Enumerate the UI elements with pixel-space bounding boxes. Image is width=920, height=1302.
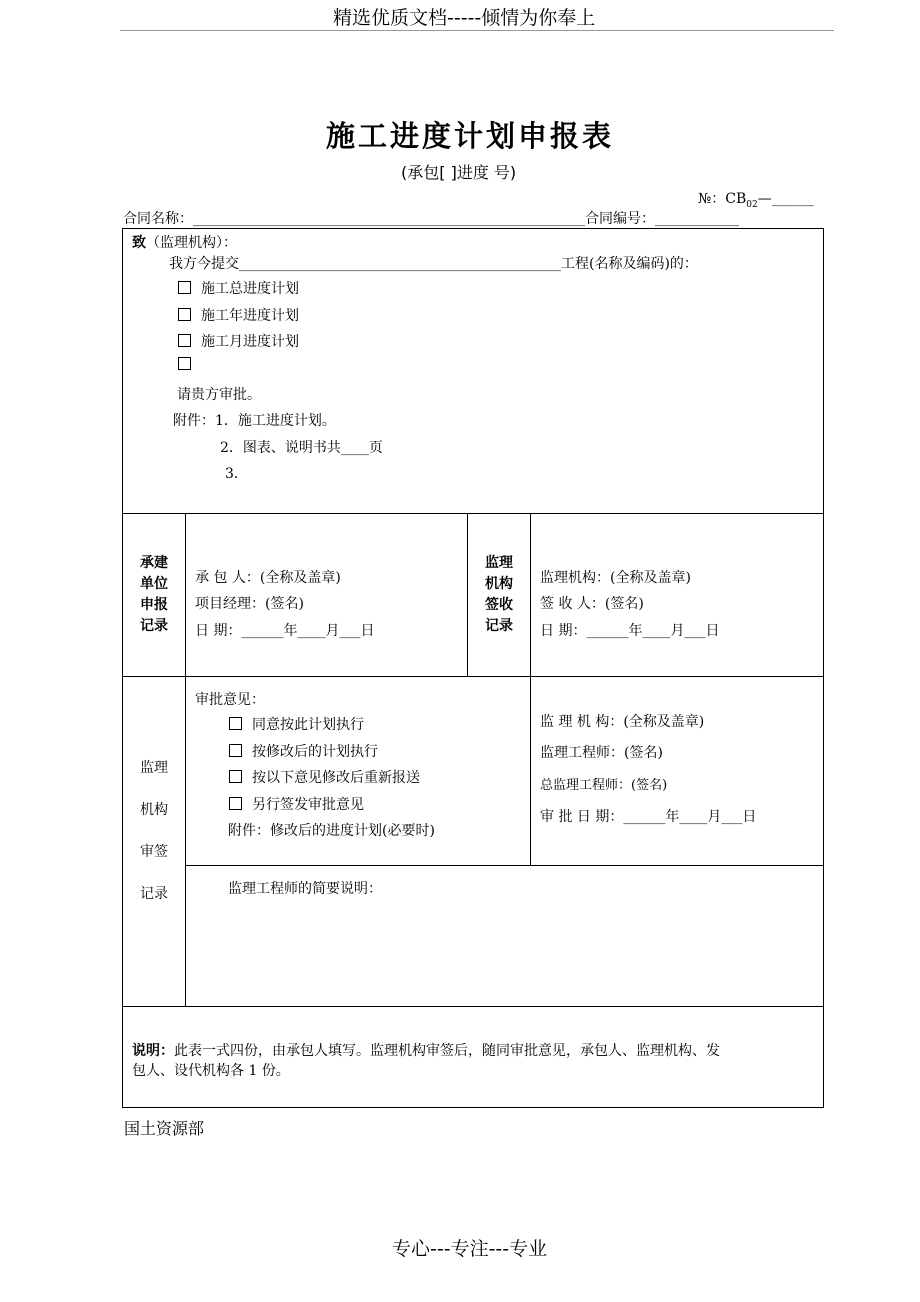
header-rule: [120, 30, 834, 31]
project-manager-field: 项目经理：(签名): [195, 596, 304, 612]
page-header: 精选优质文档-----倾情为你奉上: [333, 7, 596, 29]
checkbox[interactable]: [178, 281, 191, 294]
approval-org-field: 监 理 机 构：(全称及盖章): [540, 714, 705, 730]
form-subtitle: (承包[ ]进度 号): [401, 163, 517, 182]
checkbox[interactable]: [229, 744, 242, 757]
option-monthly-plan[interactable]: 施工月进度计划: [178, 331, 299, 351]
supervision-receipt-label: 监理 机构 签收 记录: [485, 555, 513, 634]
form-title: 施工进度计划申报表: [326, 119, 615, 153]
option-annual-plan[interactable]: 施工年进度计划: [178, 305, 299, 325]
contractor-record-label: 承建 单位 申报 记录: [140, 555, 168, 634]
form-number: №：$CB_{02}—\_\_\_\_\_\_$: [698, 191, 814, 210]
note-line-1: 说明：此表一式四份，由承包人填写。监理机构审签后，随同审批意见，承包人、监理机构、发: [132, 1043, 720, 1059]
opinion-approve[interactable]: 同意按此计划执行: [229, 714, 364, 734]
contractor-date-field: 日 期：______年____月___日: [195, 623, 375, 639]
note-line-2: 包人、设代机构各 1 份。: [132, 1063, 290, 1079]
supervision-approval-label: 监理 机构 审签 记录: [140, 760, 168, 902]
submission-line: 我方今提交______________________________________________工程(名称及编码)的：: [169, 256, 698, 272]
opinion-attachment: 附件：修改后的进度计划(必要时): [228, 823, 435, 839]
receipt-date-field: 日 期：______年____月___日: [540, 623, 720, 639]
approval-engineer-field: 监理工程师：(签名): [540, 745, 663, 761]
option-total-plan[interactable]: 施工总进度计划: [178, 278, 299, 298]
checkbox[interactable]: [178, 308, 191, 321]
receiver-field: 签 收 人：(签名): [540, 596, 644, 612]
opinion-title: 审批意见：: [195, 692, 265, 708]
supervision-org-field: 监理机构：(全称及盖章): [540, 570, 691, 586]
issuer: 国土资源部: [124, 1119, 205, 1138]
checkbox[interactable]: [178, 357, 191, 370]
chief-engineer-field: 总监理工程师：(签名): [540, 778, 668, 793]
approval-date-field: 审 批 日 期：______年____月___日: [540, 809, 757, 825]
page-footer: 专心---专注---专业: [392, 1238, 548, 1260]
attachment-2: 2．图表、说明书共____页: [220, 440, 383, 456]
checkbox[interactable]: [229, 797, 242, 810]
addressee: 致（监理机构）：: [132, 235, 237, 251]
checkbox[interactable]: [229, 770, 242, 783]
checkbox[interactable]: [229, 717, 242, 730]
contract-name-row: 合同名称：________________________________________________________合同编号：____________: [123, 211, 739, 227]
opinion-separate[interactable]: 另行签发审批意见: [229, 794, 364, 814]
attachment-3: 3．: [225, 466, 248, 482]
request-text: 请贵方审批。: [177, 387, 261, 403]
opinion-modified[interactable]: 按修改后的计划执行: [229, 741, 378, 761]
checkbox[interactable]: [178, 334, 191, 347]
attachment-1: 附件：1．施工进度计划。: [173, 413, 336, 429]
engineer-brief-note: 监理工程师的简要说明：: [228, 881, 382, 897]
opinion-resubmit[interactable]: 按以下意见修改后重新报送: [229, 767, 420, 787]
option-other[interactable]: [178, 357, 201, 373]
contractor-field: 承 包 人：(全称及盖章): [195, 570, 341, 586]
